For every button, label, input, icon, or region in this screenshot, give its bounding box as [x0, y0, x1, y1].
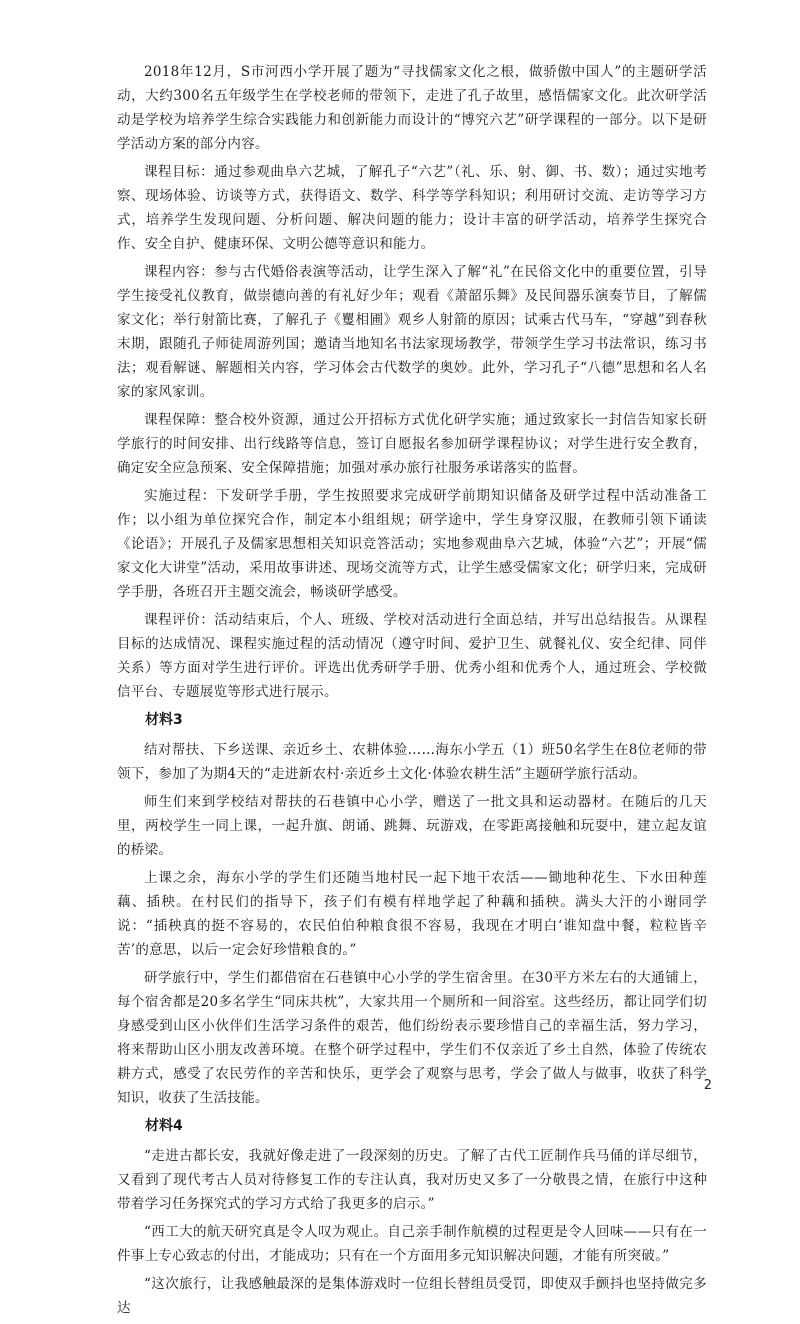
- course-content-paragraph: 课程内容：参与古代婚俗表演等活动，让学生深入了解“礼”在民俗文化中的重要位置，引导学生接受礼仪教育，做崇德向善的有礼好少年；观看《萧韶乐舞》及民间器乐演奏节目，了解儒家文化；举行射箭比赛，了解孔子《矍相圃》观乡人射箭的原因；试乘古代马车，“穿越”到春秋末期，跟随孔子师徒周游列国；邀请当地知名书法家现场教学，带领学生学习书法常识，练习书法；观看解谜、解题相关内容，学习体会古代数学的奥妙。此外，学习孔子“八德”思想和名人名家的家风家训。: [117, 264, 707, 400]
- material4-heading: 材料4: [145, 1118, 183, 1134]
- course-goal-paragraph: 课程目标：通过参观曲阜六艺城，了解孔子“六艺”（礼、乐、射、御、书、数）；通过实地考察、现场体验、访谈等方式，获得语文、数学、科学等学科知识；利用研讨交流、走访等学习方式，培养学生发现问题、分析问题、解决问题的能力；设计丰富的研学活动，培养学生探究合作、安全自护、健康环保、文明公德等意识和能力。: [117, 164, 707, 252]
- material3-heading: 材料3: [145, 712, 183, 728]
- material4-paragraph: “西工大的航天研究真是令人叹为观止。自己亲手制作航模的过程更是令人回味——只有在一件事上专心致志的付出，才能成功；只有在一个方面用多元知识解决问题，才能有所突破。”: [117, 1224, 707, 1264]
- material3-paragraph: 上课之余，海东小学的学生们还随当地村民一起下地干农活——锄地种花生、下水田种莲藕、插秧。在村民们的指导下，孩子们有模有样地学起了种藕和插秧。满头大汗的小谢同学说：“插秧真的挺不容易的，农民伯伯种粮食很不容易，我现在才明白‘谁知盘中餐，粒粒皆辛苦’的意思，以后一定会好珍惜粮食的。”: [117, 870, 707, 958]
- material4-paragraph: “这次旅行，让我感触最深的是集体游戏时一位组长替组员受罚，即使双手颤抖也坚持做完多达: [117, 1276, 707, 1316]
- course-guarantee-paragraph: 课程保障：整合校外资源，通过公开招标方式优化研学实施；通过致家长一封信告知家长研学旅行的时间安排、出行线路等信息，签订自愿报名参加研学课程协议；对学生进行安全教育，确定安全应急预案、安全保障措施；加强对承办旅行社服务承诺落实的监督。: [117, 412, 707, 476]
- material4-paragraph: “走进古都长安，我就好像走进了一段深刻的历史。了解了古代工匠制作兵马俑的详尽细节，又看到了现代考古人员对待修复工作的专注认真，我对历史又多了一分敬畏之情，在旅行中这种带着学习任务探究式的学习方式给了我更多的启示。”: [117, 1148, 707, 1212]
- intro-paragraph: 2018年12月，S市河西小学开展了题为“寻找儒家文化之根，做骄傲中国人”的主题研学活动，大约300名五年级学生在学校老师的带领下，走进了孔子故里，感悟儒家文化。此次研学活动是学校为培养学生综合实践能力和创新能力而设计的“博究六艺”研学课程的一部分。以下是研学活动方案的部分内容。: [117, 64, 707, 152]
- material3-paragraph: 师生们来到学校结对帮扶的石巷镇中心小学，赠送了一批文具和运动器材。在随后的几天里，两校学生一同上课，一起升旗、朗诵、跳舞、玩游戏，在零距离接触和玩耍中，建立起友谊的桥梁。: [117, 794, 707, 858]
- document-body: [117, 60, 707, 1324]
- page-number: 2: [703, 1078, 712, 1093]
- material3-paragraph: 结对帮扶、下乡送课、亲近乡土、农耕体验……海东小学五（1）班50名学生在8位老师的带领下，参加了为期4天的“走进新农村·亲近乡土文化·体验农耕生活”主题研学旅行活动。: [117, 742, 707, 782]
- evaluation-paragraph: 课程评价：活动结束后，个人、班级、学校对活动进行全面总结，并写出总结报告。从课程目标的达成情况、课程实施过程的活动情况（遵守时间、爱护卫生、就餐礼仪、安全纪律、同伴关系）等方面对学生进行评价。评选出优秀研学手册、优秀小组和优秀个人，通过班会、学校微信平台、专题展览等形式进行展示。: [117, 612, 707, 700]
- implementation-paragraph: 实施过程：下发研学手册，学生按照要求完成研学前期知识储备及研学过程中活动准备工作；以小组为单位探究合作，制定本小组组规；研学途中，学生身穿汉服，在教师引领下诵读《论语》；开展孔子及儒家思想相关知识竞答活动；实地参观曲阜六艺城，体验“六艺”；开展“儒家文化大讲堂”活动，采用故事讲述、现场交流等方式，让学生感受儒家文化；研学归来，完成研学手册，各班召开主题交流会，畅谈研学感受。: [117, 488, 707, 600]
- material3-paragraph: 研学旅行中，学生们都借宿在石巷镇中心小学的学生宿舍里。在30平方米左右的大通铺上，每个宿舍都是20多名学生“同床共枕”，大家共用一个厕所和一间浴室。这些经历，都让同学们切身感受到山区小伙伴们生活学习条件的艰苦，他们纷纷表示要珍惜自己的幸福生活，努力学习，将来帮助山区小朋友改善环境。在整个研学过程中，学生们不仅亲近了乡土自然，体验了传统农耕方式，感受了农民劳作的辛苦和快乐，更学会了观察与思考，学会了做人与做事，收获了科学知识，收获了生活技能。: [117, 970, 707, 1106]
